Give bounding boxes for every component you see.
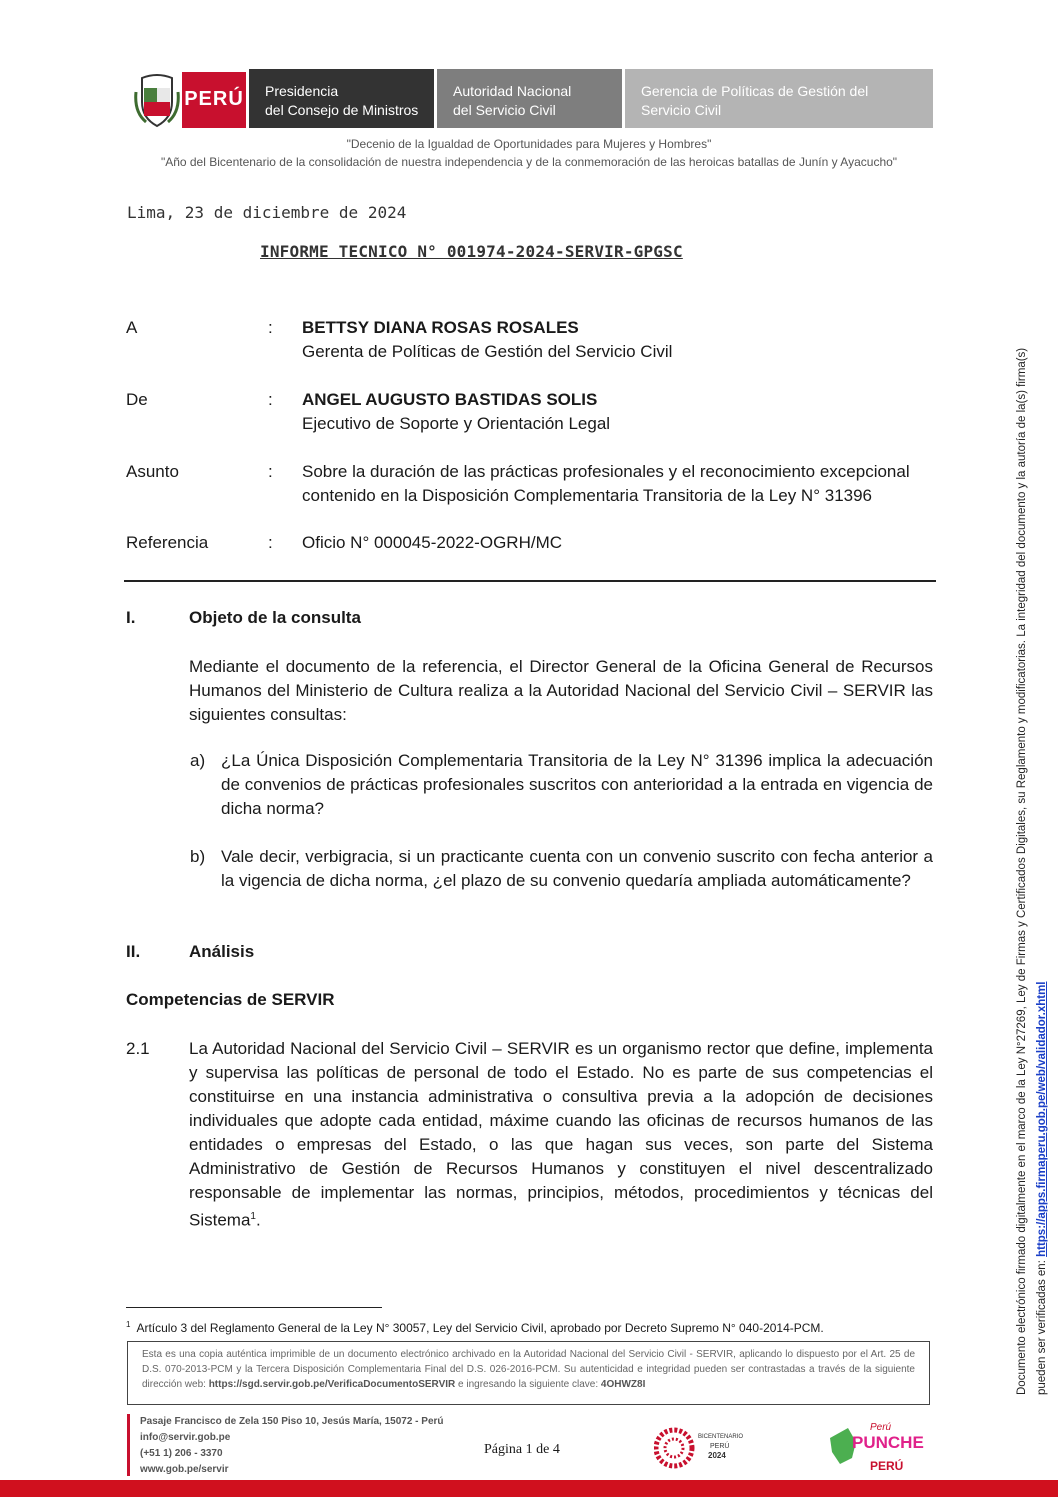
memo-asunto-label: Asunto	[126, 462, 179, 481]
footnote	[126, 1320, 824, 1335]
memo-de-value	[302, 388, 952, 436]
paragraph-2-1-number: 2.1	[126, 1039, 150, 1058]
footer-web[interactable]: www.gob.pe/servir	[140, 1464, 229, 1475]
memo-a-colon: :	[268, 318, 273, 337]
digital-signature-line1: Documento electrónico firmado digitalmente en el marco de la Ley N°27269, Ley de Firmas y Certificados Digitales, su Reglamento y modificatorias. La integridad del documento y la autoría de la(s) firma(s)	[1016, 347, 1028, 1395]
consulta-a-letter: a)	[190, 751, 206, 770]
memo-asunto-line2: contenido en la Disposición Complementaria Transitoria de la Ley N° 31396	[302, 486, 873, 505]
header-box-servir-line2: del Servicio Civil	[453, 102, 556, 118]
digital-signature-line2	[1032, 348, 1052, 1395]
punche-text-1: Perú	[870, 1422, 892, 1433]
memo-a-role: Gerenta de Políticas de Gestión del Servicio Civil	[302, 342, 673, 361]
memo-ref-label: Referencia	[126, 533, 209, 552]
memo-ref-value: Oficio N° 000045-2022-OGRH/MC	[302, 533, 563, 552]
digital-signature-line2-text: pueden ser verificadas en:	[1036, 1256, 1048, 1395]
validator-link[interactable]: https://apps.firmaperu.gob.pe/web/validador.xhtml	[1036, 981, 1048, 1257]
memo-asunto-line1: Sobre la duración de las prácticas profesionales y el reconocimiento excepcional	[302, 462, 910, 481]
section2-subhead: Competencias de SERVIR	[126, 990, 335, 1009]
bicentenario-text-1: BICENTENARIO	[698, 1434, 744, 1440]
section1-intro: Mediante el documento de la referencia, el Director General de la Oficina General de Recursos Humanos del Ministerio de Cultura realiza a la Autoridad Nacional del Servicio Civil – SERVIR las siguientes consultas:	[189, 657, 933, 724]
authenticity-text-2: e ingresando la siguiente clave:	[455, 1379, 601, 1390]
punche-text-3: PERÚ	[870, 1459, 904, 1473]
header-box-pcm-line2: del Consejo de Ministros	[265, 102, 419, 118]
footer-email[interactable]: info@servir.gob.pe	[140, 1432, 231, 1443]
header-box-servir-line1: Autoridad Nacional	[453, 83, 572, 99]
footer-red-bar	[0, 1480, 1058, 1497]
peru-logo-text: PERÚ	[184, 88, 244, 110]
header-quote-year: "Año del Bicentenario de la consolidación de nuestra independencia y de la conmemoración de las heroicas batallas de Junín y Ayacucho"	[160, 155, 898, 169]
consulta-b-text: Vale decir, verbigracia, si un practicante cuenta con un convenio suscrito con fecha anterior a la vigencia de dicha norma, ¿el plazo de su convenio quedaría ampliada automáticamente?	[221, 847, 933, 890]
memo-ref-colon: :	[268, 533, 273, 552]
bicentenario-text-2: PERÚ	[710, 1443, 730, 1450]
header-box-pcm	[249, 69, 434, 128]
memo-de-name: ANGEL AUGUSTO BASTIDAS SOLIS	[302, 390, 598, 409]
memo-de-label: De	[126, 390, 148, 409]
header-box-servir	[437, 69, 622, 128]
memo-a-value	[302, 316, 952, 364]
punche-peru-logo-icon	[826, 1418, 924, 1474]
paragraph-2-1-text: La Autoridad Nacional del Servicio Civil – SERVIR es un organismo rector que define, implementa y supervisa las políticas de personal de todo el Estado. No es parte de sus competencias el constituirse en una instancia administrativa o consultiva previa a la adopción de decisiones individuales que adopte cada entidad, máxime cuando las oficinas de recursos humanos de las entidades o empresas del Estado, o las que hagan sus veces, son parte del Sistema Administrativo de Gestión de Recursos Humanos y constituyen el nivel descentralizado responsable de implementar las normas, principios, métodos, procedimientos y técnicas del Sistema	[189, 1039, 933, 1230]
memo-asunto-colon: :	[268, 462, 273, 481]
footer-accent-bar	[127, 1414, 130, 1476]
page-number: Página 1 de 4	[484, 1442, 560, 1457]
footnote-text: Artículo 3 del Reglamento General de la Ley N° 30057, Ley del Servicio Civil, aprobado por Decreto Supremo N° 040-2014-PCM.	[136, 1321, 824, 1335]
footer-address-block	[140, 1414, 444, 1478]
authenticity-text-1: Esta es una copia auténtica imprimible de un documento electrónico archivado en la Autoridad Nacional del Servicio Civil - SERVIR, aplicando lo dispuesto por el Art. 25 de D.S. 070-2013-PCM y la Tercera Disposición Complementaria Final del D.S. 026-2016-PCM. Su autenticidad e integridad pueden ser contrastadas a través de la siguiente dirección web:	[142, 1349, 915, 1390]
memo-asunto-value	[302, 460, 952, 508]
header-box-pcm-line1: Presidencia	[265, 83, 339, 99]
header-box-gerencia	[625, 69, 933, 128]
document-title: INFORME TECNICO N° 001974-2024-SERVIR-GPGSC	[260, 242, 683, 261]
bicentenario-text-3: 2024	[708, 1451, 726, 1460]
section1-title: Objeto de la consulta	[189, 608, 361, 627]
footnote-number: 1	[126, 1320, 131, 1329]
memo-divider	[124, 580, 936, 582]
digital-signature-notice	[1012, 348, 1052, 1395]
section2-title: Análisis	[189, 942, 255, 961]
memo-de-colon: :	[268, 390, 273, 409]
punche-text-2: PUNCHE	[852, 1433, 924, 1452]
document-date: Lima, 23 de diciembre de 2024	[127, 203, 407, 222]
memo-a-label: A	[126, 318, 138, 337]
consulta-a-text: ¿La Única Disposición Complementaria Transitoria de la Ley N° 31396 implica la adecuación de convenios de prácticas profesionales suscritos con anterioridad a la entrada en vigencia de dicha norma?	[221, 751, 933, 818]
bicentenario-logo-icon	[654, 1426, 754, 1470]
footer-address: Pasaje Francisco de Zela 150 Piso 10, Jesús María, 15072 - Perú	[140, 1416, 444, 1427]
authenticity-key: 4OHWZ8I	[600, 1379, 646, 1390]
paragraph-2-1	[189, 1037, 933, 1233]
header-box-gerencia-line2: Servicio Civil	[641, 102, 722, 118]
footer-phone: (+51 1) 206 - 3370	[140, 1448, 223, 1459]
footnote-ref[interactable]: 1	[250, 1211, 256, 1222]
header-quote-decade: "Decenio de la Igualdad de Oportunidades para Mujeres y Hombres"	[346, 137, 712, 151]
authenticity-notice	[127, 1341, 930, 1405]
peru-coat-of-arms-icon	[134, 72, 180, 128]
consulta-b-letter: b)	[190, 847, 206, 866]
authenticity-url[interactable]: https://sgd.servir.gob.pe/VerificaDocumentoSERVIR	[208, 1379, 456, 1390]
header-box-gerencia-line1: Gerencia de Políticas de Gestión del	[641, 83, 869, 99]
footnote-rule	[126, 1307, 382, 1308]
section1-number: I.	[126, 608, 136, 627]
section2-number: II.	[126, 942, 141, 961]
memo-a-name: BETTSY DIANA ROSAS ROSALES	[302, 318, 579, 337]
paragraph-2-1-end: .	[255, 1210, 261, 1230]
memo-de-role: Ejecutivo de Soporte y Orientación Legal	[302, 414, 611, 433]
